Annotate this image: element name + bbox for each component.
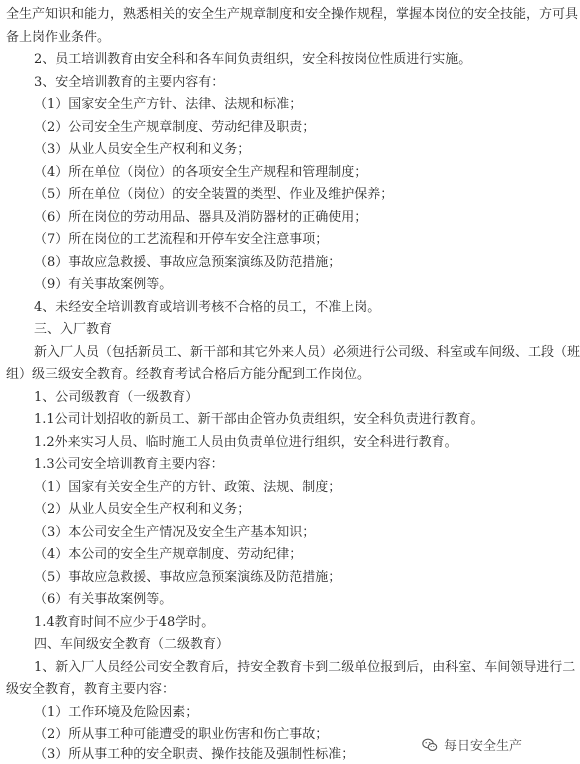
- watermark-text: 每日安全生产: [443, 739, 522, 754]
- text-line: （2）所从事工种可能遭受的职业伤害和伤亡事故；: [34, 727, 329, 742]
- text-line: （4）所在单位（岗位）的各项安全生产规程和管理制度；: [34, 165, 368, 180]
- text-line: 1.1公司计划招收的新员工、新干部由企管办负责组织，安全科负责进行教育。: [34, 412, 484, 427]
- text-line: （6）有关事故案例等。: [34, 592, 173, 607]
- text-line: 4、未经安全培训教育或培训考核不合格的员工，不准上岗。: [34, 300, 381, 315]
- section-heading: 四、车间级安全教育（二级教育）: [34, 637, 230, 652]
- text-line: （6）所在岗位的劳动用品、器具及消防器材的正确使用；: [34, 210, 368, 225]
- text-line: 新入厂人员（包括新员工、新干部和其它外来人员）必须进行公司级、科室或车间级、工段（班: [34, 345, 580, 360]
- text-line: 3、安全培训教育的主要内容有：: [34, 75, 225, 90]
- text-line: （2）公司安全生产规章制度、劳动纪律及职责；: [34, 120, 316, 135]
- text-line: 1.2外来实习人员、临时施工人员由负责单位进行组织，安全科进行教育。: [34, 435, 458, 450]
- text-line: （7）所在岗位的工艺流程和开停车安全注意事项；: [34, 232, 329, 247]
- text-line: 组）级三级安全教育。经教育考试合格后方能分配到工作岗位。: [6, 367, 371, 382]
- text-line: 1.4教育时间不应少于48学时。: [34, 615, 215, 630]
- text-line: （1）国家有关安全生产的方针、政策、法规、制度；: [34, 480, 342, 495]
- text-line: 全生产知识和能力，熟悉相关的安全生产规章制度和安全操作规程，掌握本岗位的安全技能，方可具: [6, 7, 579, 22]
- text-line: （5）事故应急救援、事故应急预案演练及防范措施；: [34, 570, 342, 585]
- text-line: 2、员工培训教育由安全科和各车间负责组织，安全科按岗位性质进行实施。: [34, 52, 472, 67]
- text-line: （9）有关事故案例等。: [34, 277, 173, 292]
- text-line: （1）国家安全生产方针、法律、法规和标准；: [34, 97, 303, 112]
- text-line: 备上岗作业条件。: [6, 30, 111, 45]
- text-line: 1.3公司安全培训教育主要内容：: [34, 457, 224, 472]
- text-line: 级安全教育，教育主要内容：: [6, 682, 176, 697]
- text-line: （1）工作环境及危险因素；: [34, 705, 199, 720]
- text-line: （3）从业人员安全生产权利和义务；: [34, 142, 251, 157]
- text-line: 1、新入厂人员经公司安全教育后，持安全教育卡到二级单位报到后，由科室、车间领导进行二: [34, 660, 576, 675]
- text-line: （3）本公司安全生产情况及安全生产基本知识；: [34, 525, 316, 540]
- text-line: （3）所从事工种的安全职责、操作技能及强制性标准；: [34, 747, 355, 762]
- text-line: （2）从业人员安全生产权利和义务；: [34, 502, 251, 517]
- wechat-icon: [422, 737, 438, 753]
- text-line: （5）所在单位（岗位）的安全装置的类型、作业及维护保养；: [34, 187, 394, 202]
- text-line: （8）事故应急救援、事故应急预案演练及防范措施；: [34, 255, 342, 270]
- text-line: （4）本公司的安全生产规章制度、劳动纪律；: [34, 547, 303, 562]
- section-heading: 三、入厂教育: [34, 322, 113, 337]
- watermark: [422, 735, 522, 754]
- text-line: 1、公司级教育（一级教育）: [34, 390, 199, 405]
